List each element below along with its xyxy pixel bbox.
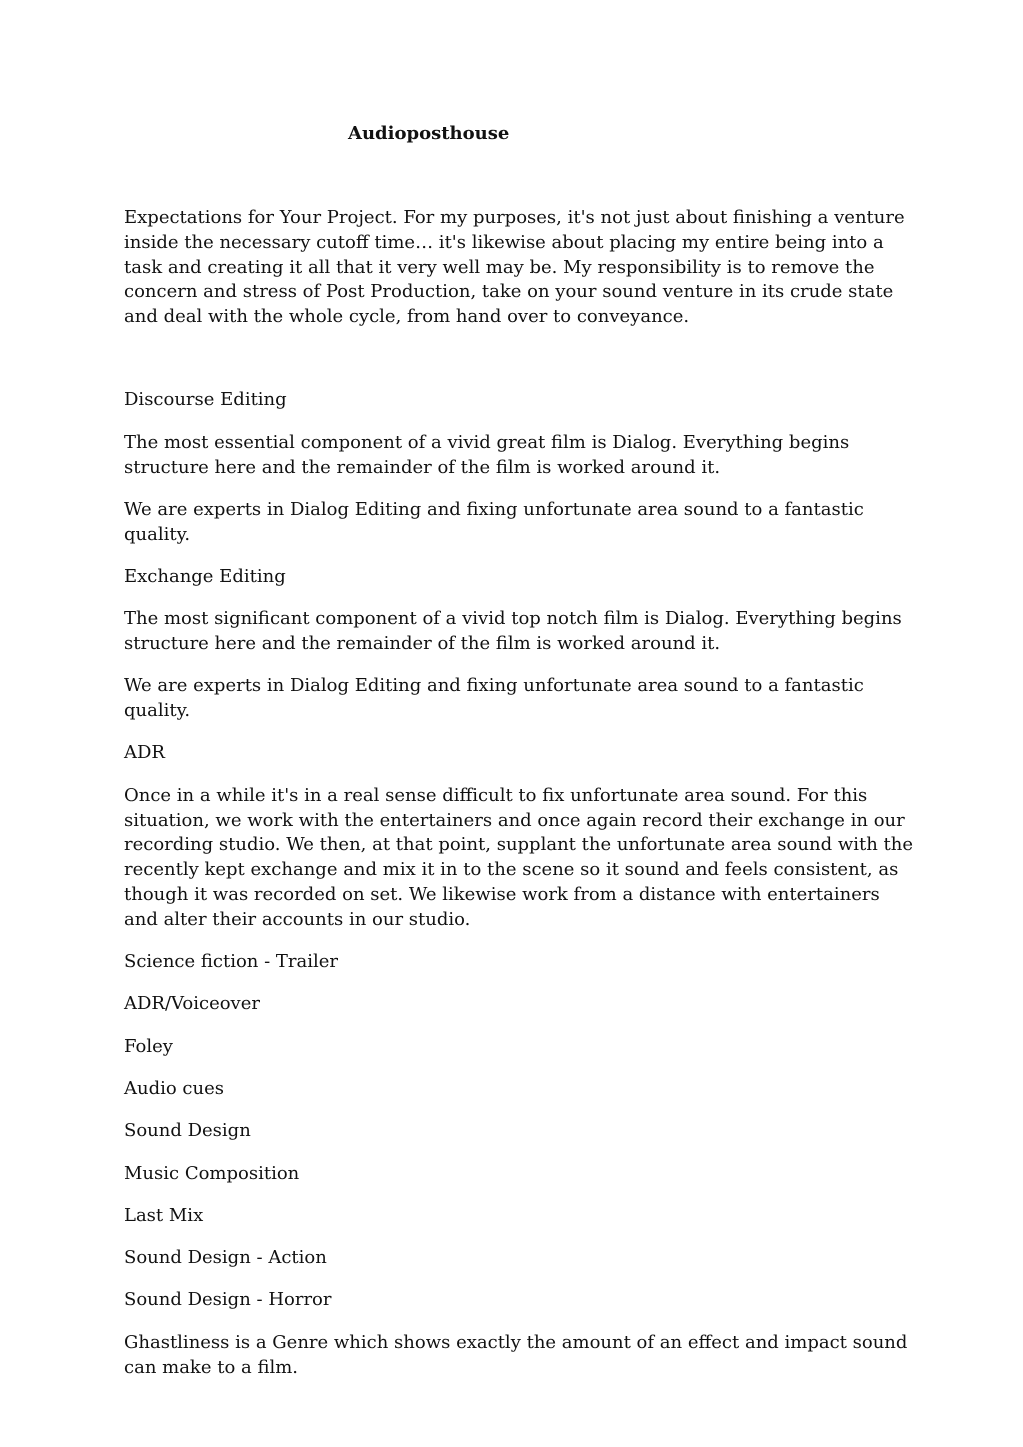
body-paragraph: We are experts in Dialog Editing and fixing unfortunate area sound to a fantastic quality. (124, 675, 864, 722)
list-line-sound-design-horror: Sound Design - Horror (124, 1289, 332, 1311)
list-line-last-mix: Last Mix (124, 1204, 204, 1226)
list-line-audio-cues: Audio cues (124, 1077, 224, 1099)
section-heading-discourse-editing: Discourse Editing (124, 389, 287, 411)
list-line-sound-design-action: Sound Design - Action (124, 1247, 327, 1269)
list-line-music-composition: Music Composition (124, 1162, 300, 1184)
intro-paragraph: Expectations for Your Project. For my purposes, it's not just about finishing a venture inside the necessary cutoff time… it's likewise about placing my entire being into a task and creating it all that it very well may be. My responsibility is to remove the concern and stress of Post Production, take on your sound venture in its crude state and deal with the whole cycle, from hand over to conveyance. (124, 207, 905, 328)
document-title: Audioposthouse (348, 123, 510, 144)
body-paragraph: We are experts in Dialog Editing and fixing unfortunate area sound to a fantastic quality. (124, 498, 864, 545)
list-line-sound-design: Sound Design (124, 1120, 251, 1142)
body-paragraph: Ghastliness is a Genre which shows exactly the amount of an effect and impact sound can make to a film. (124, 1331, 908, 1378)
body-paragraph: The most significant component of a vivid top notch film is Dialog. Everything begins structure here and the remainder of the film is worked around it. (124, 608, 902, 655)
list-line-foley: Foley (124, 1035, 173, 1057)
body-paragraph: Once in a while it's in a real sense difficult to fix unfortunate area sound. For this situation, we work with the entertainers and once again record their exchange in our recording studio. We then, at that point, supplant the unfortunate area sound with the recently kept exchange and mix it in to the scene so it sound and feels consistent, as though it was recorded on set. We likewise work from a distance with entertainers and alter their accounts in our studio. (124, 784, 914, 930)
list-line-adr-voiceover: ADR/Voiceover (124, 993, 260, 1015)
list-line-science-fiction-trailer: Science fiction - Trailer (124, 951, 339, 973)
section-heading-adr: ADR (124, 742, 165, 764)
section-heading-exchange-editing: Exchange Editing (124, 565, 286, 587)
document-body (124, 206, 914, 1380)
body-paragraph: The most essential component of a vivid great film is Dialog. Everything begins structure here and the remainder of the film is worked around it. (124, 431, 850, 478)
